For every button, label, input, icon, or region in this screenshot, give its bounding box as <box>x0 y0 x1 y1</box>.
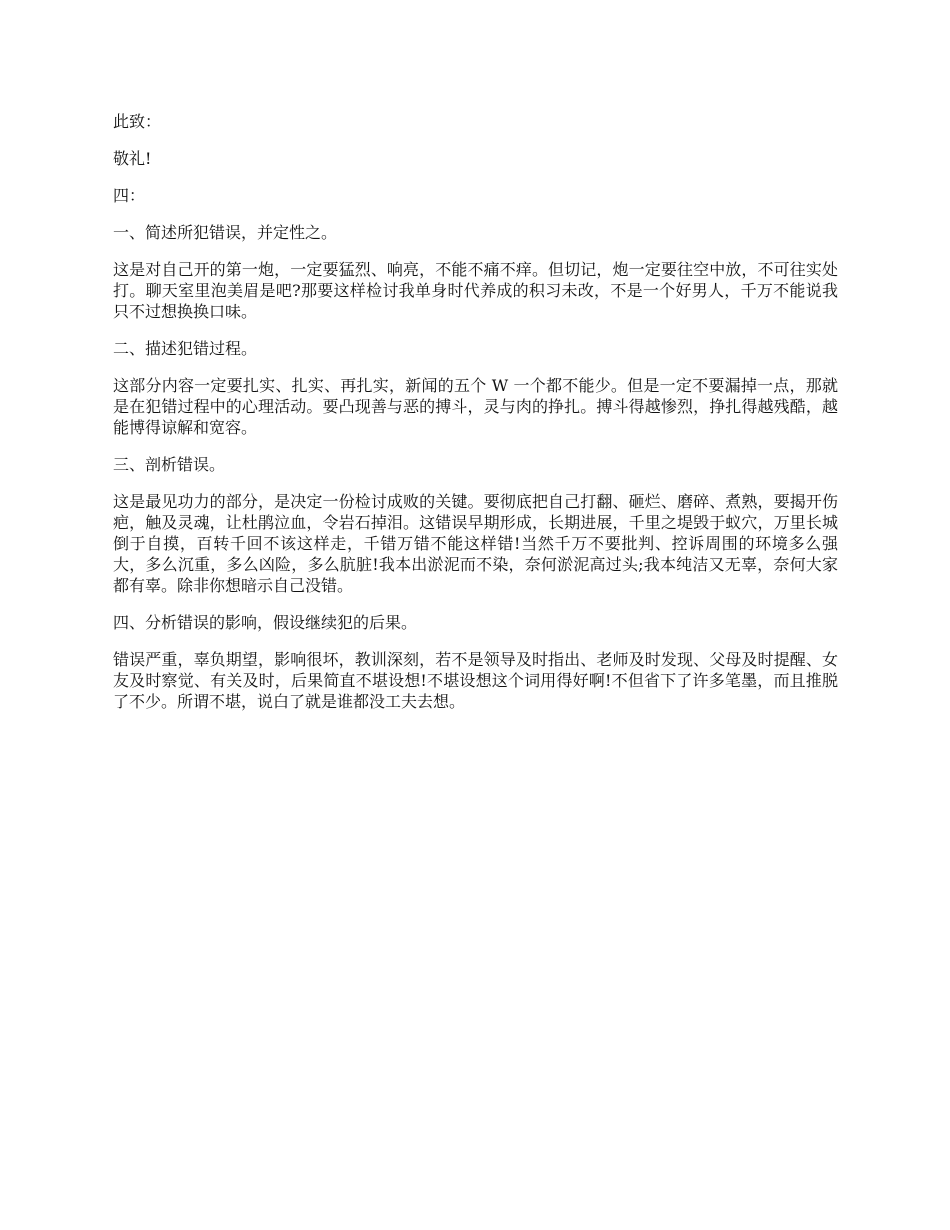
closing-regards: 敬礼! <box>113 149 152 168</box>
body-paragraph-4: 错误严重，辜负期望，影响很坏，教训深刻，若不是领导及时指出、老师及时发现、父母及时提醒、女友及时察觉、有关及时，后果简直不堪设想!不堪设想这个词用得好啊!不但省下了许多笔墨，而且推脱了不少。所谓不堪，说白了就是谁都没工夫去想。 <box>113 650 838 711</box>
heading-3: 三、剖析错误。 <box>113 455 226 474</box>
heading-4: 四、分析错误的影响，假设继续犯的后果。 <box>113 613 418 632</box>
section-number: 四： <box>113 186 146 205</box>
body-paragraph-2: 这部分内容一定要扎实、扎实、再扎实，新闻的五个 W 一个都不能少。但是一定不要漏掉一点，那就是在犯错过程中的心理活动。要凸现善与恶的搏斗，灵与肉的挣扎。搏斗得越惨烈，挣扎得越残酷，越能博得谅解和宽容。 <box>113 376 838 437</box>
closing-salutation: 此致： <box>113 112 162 131</box>
document-page <box>113 111 838 728</box>
heading-1: 一、简述所犯错误，并定性之。 <box>113 223 338 242</box>
heading-2: 二、描述犯错过程。 <box>113 339 258 358</box>
body-paragraph-3: 这是最见功力的部分，是决定一份检讨成败的关键。要彻底把自己打翻、砸烂、磨碎、煮熟，要揭开伤疤，触及灵魂，让杜鹃泣血，令岩石掉泪。这错误早期形成，长期进展，千里之堤毁于蚁穴，万里长城倒于自摸，百转千回不该这样走，千错万错不能这样错!当然千万不要批判、控诉周围的环境多么强大，多么沉重，多么凶险，多么肮脏!我本出淤泥而不染，奈何淤泥高过头;我本纯洁又无辜，奈何大家都有辜。除非你想暗示自己没错。 <box>113 492 838 595</box>
body-paragraph-1: 这是对自己开的第一炮，一定要猛烈、响亮，不能不痛不痒。但切记，炮一定要往空中放，不可往实处打。聊天室里泡美眉是吧?那要这样检讨我单身时代养成的积习未改，不是一个好男人，千万不能说我只不过想换换口味。 <box>113 260 838 321</box>
